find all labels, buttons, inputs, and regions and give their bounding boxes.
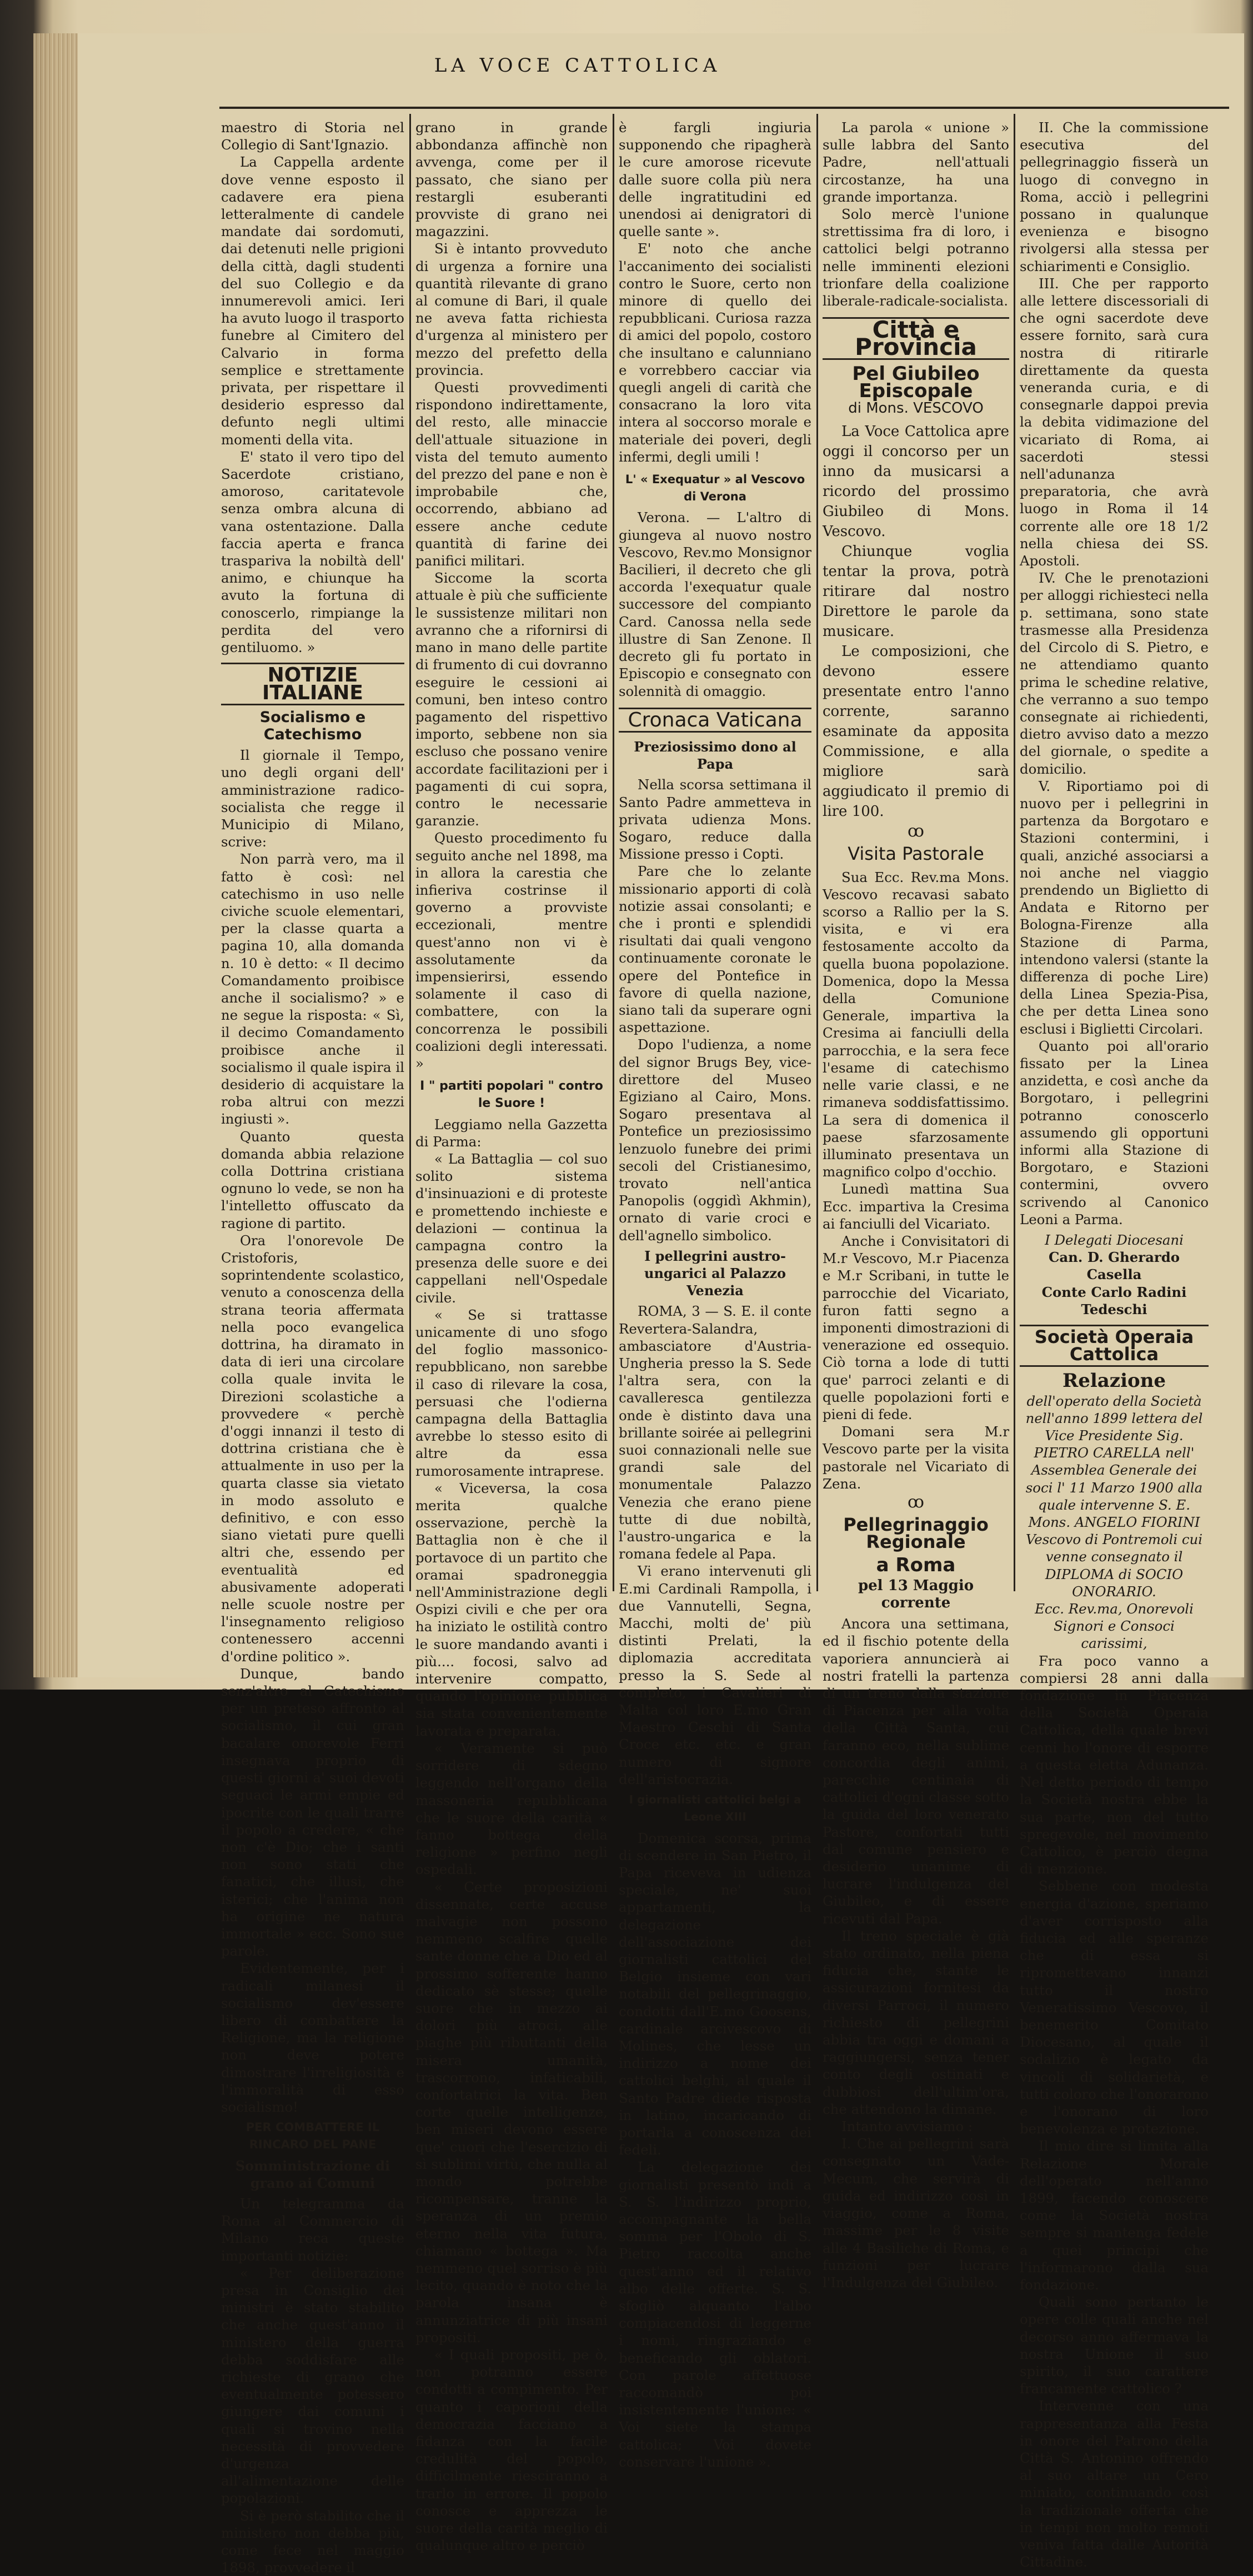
col5-paragraph: Sebbene con modesta energia d'azione, speriamo d'aver corrisposto alla fiducia ed alle speranze che di essa si ripromettevano innanzi tutto il nostro Veneratissimo Vescovo, il benemerito Comitato Diocesano, al quale il sodalizio è legato da vincoli di solidarietà, e tutti coloro che l'onorarono e l'onorano di loro benevolenza e protezione. [1020, 1878, 1209, 2137]
col4-paragraph: La parola « unione » sulle labbra del Santo Padre, nell'attuali circostanze, ha una grande importanza. [823, 119, 1009, 205]
signature-name: Conte Carlo Radini Tedeschi [1041, 1284, 1187, 1317]
col3-paragraph: ROMA, 3 — S. E. il conte Revertera-Salandra, ambasciatore d'Austria-Ungheria presso la S. Sede l'altra sera, con la cavalleresca gentilezza onde è distinto dava una brillante soirée ai pellegrini suoi connazionali nelle sue grandi sale del monumentale Palazzo Venezia che erano piene tutte di due nobiltà, l'austro-ungarica e la romana fedele al Papa. [619, 1303, 811, 1562]
col5-paragraph: Quali sono pertanto le opere colle quali anche nel decorso anno affermava la nostra Unione il suo spirito, il suo carattere francamente cattolico ? [1020, 2294, 1209, 2397]
section-title-citta-e-provincia: Città e Provincia [823, 317, 1009, 359]
signature-name: Can. D. Gherardo Casella [1048, 1249, 1180, 1283]
article-heading: Preziosissimo dono al Papa [634, 738, 796, 773]
col5-paragraph: V. Riportiamo poi di nuovo per i pellegrini in partenza da Borgotaro e Stazioni contermini, i quali, anziché associarsi a noi anche nel viaggio prendendo un Biglietto di Andata e Ritorno per Bologna-Firenze alla Stazione di Parma, intendono valersi (stante la differenza di poche Lire) della Linea Spezia-Pisa, che per detta Linea sono esclusi i Biglietti Circolari. [1020, 778, 1209, 1037]
col3-paragraph: Domenica scorsa, prima di scendere in San Pietro, il Papa riceveva in udienza speciale, ne' suoi appartamenti, la delegazione dell'associazione dei giornalisti cattolici del Belgio insieme con vari notabili del pellegrinaggio, condotti dall'E.mo Goosens, cardinale arcivescovo di Molines, che lesse un indirizzo a nome dei cattolici belghi, al quale il Santo Padre diede risposta in latino, incaricando di portarla a conoscenza dei fedeli. [619, 1830, 811, 2158]
col2-paragraph: « I quali propositi, pe ò, non potranno essere condotti a compimento. Per quanto i caporioni della democrazia facciano a fidanza con la facile credulità del popolo, difficilmente riesciranno a trarlo in errore. Il popolo conosce e apprezza le suore della carità meglio di qualunque altro e perciò [415, 2347, 608, 2554]
col3-paragraph: E' noto che anche l'accanimento dei socialisti contro le Suore, certo non minore di quello dei repubblicani. Curiosa razza di amici del popolo, costoro che insultano e calunniano e vorrebbero cacciar via quegli angeli di carità che consacrano la loro vita intera al soccorso morale e materiale dei poveri, degli infermi, degli umili ! [619, 240, 811, 465]
col4-paragraph: La Voce Cattolica apre oggi il concorso per un inno da musicarsi a ricordo del prossimo Giubileo di Mons. Vescovo. [823, 423, 1009, 540]
col4-paragraph: Ancora una settimana, ed il fischio potente della vaporiera annuncierà ai nostri fratelli la partenza di un treno dalla stazione di Piacenza per alla volta della Città Santa, cui faranno eco, nella sublime concordia degli animi, parecchie centinaia di cattolici d'ogni classe sotto la guida del loro venerato Pastore, confortati tutti dal comune pensiero e desiderio unanime di lucrare l'indulgenza del Giubileo, e di essere ricevuti dal Papa. [823, 1616, 1009, 1927]
column-rule-3 [816, 114, 818, 1591]
article-subheading: Somministrazione di grano ai Comuni [235, 2157, 390, 2191]
col4-paragraph: Il treno speciale è già stato ordinato, nella piena fiducia che, stante le assicurazioni fornitesi da diversi Parroci, il numero richiesto di pellegrini abbia tra oggi e domani a raggiungersi, senza tener conto degli ostinati e dubbiosi dell'ultim'ora, che attendono la dimane. [823, 1927, 1009, 2117]
col2-paragraph: « Viceversa, la cosa merita qualche osservazione, perchè la Battaglia non è che il portavoce di un partito che oramai spadroneggia nell'Amministrazione degli Ospizi civili e che per ora ha iniziato le ostilità contro le suore mandando avanti i più.... focosi, salvo ad intervenire compatto, quando l'opinione pubblica sia stata convenientemente lavorata e preparata. [415, 1480, 608, 1739]
running-head-title: LA VOCE CATTOLICA [434, 54, 721, 77]
section-title-notizie-italiane: NOTIZIE ITALIANE [221, 663, 404, 705]
col5-paragraph: Il mio dire si limita alla Relazione Morale dell'operato nell'anno 1899, facendo conoscere come la Società nostra sempre si mantenga fedele a quei principi che l'informarono dalla sua fondazione. [1020, 2138, 1209, 2293]
col4-paragraph: I. Che ai pellegrini sarà consegnato un Vade-Mecum, che servirà di guida ed indirizzo così in viaggio, come a Roma, massime per le 8 visite alle 4 Basiliche di Roma, e funzioni per lucrare l'Indulgenza del Giubileo. [823, 2136, 1009, 2291]
col1-paragraph: maestro di Storia nel Collegio di Sant'Ignazio. [221, 119, 404, 153]
col2-paragraph: Questi provvedimenti rispondono indirettamente, del resto, alle minaccie dell'attuale situazione in vista del temuto aumento del prezzo del pane e non è improbabile che, occorrendo, abbiano ad essere anche cedute quantità di farine dei panifici militari. [415, 379, 608, 569]
section-title-cronaca-vaticana: Cronaca Vaticana [619, 708, 811, 733]
column-rule-4 [1014, 114, 1015, 1591]
article-subheading: di Mons. VESCOVO [848, 400, 984, 417]
col4-paragraph: Domani sera M.r Vescovo parte per la visita pastorale nel Vicariato di Zena. [823, 1424, 1009, 1492]
col1-paragraph: La Cappella ardente dove venne esposto il cadavere era piena letteralmente di candele mandate dai sordomuti, dai detenuti nelle prigioni della città, dagli studenti del suo Collegio e da innumerevoli amici. Ieri ha avuto luogo il trasporto funebre al Cimitero del Calvario in forma semplice e strettamente privata, per rispettare il desiderio espresso dal defunto negli ultimi momenti della vita. [221, 154, 404, 448]
col5-paragraph: IV. Che le prenotazioni per alloggi richiesteci nella p. settimana, sono state trasmesse alla Presidenza del Circolo di S. Pietro, e ne attendiamo quanto prima le schedine relative, che verranno a suo tempo consegnate ai richiedenti, dietro avviso dato a mezzo del giornale, o spedite a domicilio. [1020, 570, 1209, 777]
ornament: ꝏ [908, 821, 924, 841]
article-heading: Relazione [1062, 1370, 1166, 1392]
col1-paragraph: Un telegramma da Roma al Commercio di Milano reca queste importanti notizie: [221, 2195, 404, 2264]
signature-line: I Delegati Diocesani [1045, 1232, 1184, 1248]
article-subheading: a Roma [876, 1553, 956, 1576]
col5-paragraph: III. Che per rapporto alle lettere discessoriali di che ogni sacerdote deve essere fornito, sarà cura nostra di ritirarle direttamente da questa veneranda curia, e di consegnarle dappoi previa la debita vidimazione del vicariato di Roma, ai sacerdoti stessi nell'adunanza preparatoria, che avrà luogo in Roma il 14 corrente alle ore 18 1/2 nella chiesa dei SS. Apostoli. [1020, 275, 1209, 569]
col5-paragraph: Quanto poi all'orario fissato per la Linea anzidetta, e così anche da Borgotaro, i pellegrini potranno conoscerlo assumendo gli opportuni informi alla Stazione di Borgotaro, e Stazioni contermini, ovvero scrivendo al Canonico Leoni a Parma. [1020, 1038, 1209, 1227]
col3-paragraph: Dopo l'udienza, a nome del signor Brugs Bey, vice-direttore del Museo Egiziano al Cairo, Mons. Sogaro presentava al Pontefice un preziosissimo lenzuolo funebre dei primi secoli del Cristianesimo, trovato nell'antica Panopolis (oggidì Akhmin), ornato di varie croci e dell'agnello simbolico. [619, 1036, 811, 1244]
col1-paragraph: Non parrà vero, ma il fatto è così: nel catechismo in uso nelle civiche scuole elementari, per la classe quarta a pagina 10, alla domanda n. 10 è detto: « Il decimo Comandamento proibisce anche il socialismo? » e ne segue la risposta: « Sì, il decimo Comandamento proibisce anche il socialismo il quale ispira il desiderio di acquistare la roba altrui con mezzi ingiusti ». [221, 851, 404, 1127]
col2-paragraph: Questo procedimento fu seguito anche nel 1898, ma in allora la carestia che infieriva costrinse il governo a provviste eccezionali, mentre quest'anno non vi è assolutamente da impensierirsi, essendo solamente il caso di combattere, con la concorrenza le possibili coalizioni degli interessati. » [415, 830, 608, 1071]
col1-paragraph: Ora l'onorevole De Cristoforis, soprintendente scolastico, venuto a conoscenza della strana teoria affermata nella poco evangelica dottrina, ha diramato in data di ieri una circolare colla quale invita le Direzioni scolastiche a provvedere « perchè d'oggi innanzi il testo di dottrina cristiana che è attualmente in uso per la quarta classe sia vietato in modo assoluto e definitivo, e con esso siano vietati pure quelli altri che, essendo per eventualità ed abusivamente adoperati nelle scuole nostre per l'insegnamento religioso contenessero accenni d'ordine politico ». [221, 1232, 404, 1665]
header-rule [219, 107, 1229, 109]
col4-paragraph: Lunedì mattina Sua Ecc. impartiva la Cresima ai fanciulli del Vicariato. [823, 1181, 1009, 1232]
column-2 [415, 119, 608, 2554]
article-heading: Visita Pastorale [848, 843, 984, 865]
article-heading: Pel Giubileo Episcopale [852, 362, 980, 402]
col2-paragraph: Leggiamo nella Gazzetta di Parma: [415, 1116, 608, 1150]
col1-paragraph: E' stato il vero tipo del Sacerdote cristiano, amoroso, caritatevole senza ombra alcuna di vana ostentazione. Dalla faccia aperta e franca traspariva la nobiltà dell' animo, e chiunque ha avuto la fortuna di conoscerlo, rimpiange la perdita del vero gentiluomo. » [221, 448, 404, 656]
col3-paragraph: è fargli ingiuria supponendo che ripagherà le cure amorose ricevute dalle suore colla più nera delle ingratitudini ed unendosi ai denigratori di quelle sante ». [619, 119, 811, 240]
report-intro: dell'operato della Società nell'anno 1899 lettera del Vice Presidente Sig. PIETRO CARELLA nell' Assemblea Generale dei soci l' 11 Marzo 1900 alla quale intervenne S. E. Mons. ANGELO FIORINI Vescovo di Pontremoli cui venne consegnato il DIPLOMA di SOCIO ONORARIO. [1025, 1392, 1203, 1600]
col3-paragraph: Verona. — L'altro di giungeva al nuovo nostro Vescovo, Rev.mo Monsignor Bacilieri, il decreto che gli accorda l'exequatur quale successore del compianto Card. Canossa nella sede illustre di San Zenone. Il decreto gli fu portato in Episcopio e consegnato con solennità di omaggio. [619, 509, 811, 699]
col2-paragraph: Siccome la scorta attuale è più che sufficiente le sussistenze militari non avranno che a rifornirsi di mano in mano delle partite di frumento di cui dovranno eseguire le cessioni ai comuni, ben inteso contro pagamento del rispettivo importo, sebbene non sia escluso che possano venire accordate facilitazioni per i pagamenti di cui sopra, contro le necessarie garanzie. [415, 570, 608, 829]
column-rule-2 [613, 114, 614, 1591]
col2-paragraph: « Veramente si può sorridere di sdegno leggendo nell'organo della massoneria repubblicana che le suore della carità « fanno bottega della religione » perfino negli ospedali. [415, 1740, 608, 1878]
col2-paragraph: « Se si trattasse unicamente di uno sfogo del foglio massonico-repubblicano, non sarebbe il caso di rilevare la cosa, persuasi che l'odierna campagna della Battaglia avrebbe lo stesso esito di altre da essa rumorosamente intraprese. [415, 1306, 608, 1479]
section-title-societa-operaia: Società Operaia Cattolica [1020, 1325, 1209, 1367]
col1-paragraph: « Per deliberazione presa in Consiglio dei ministri è stato stabilito che anche quest'anno il ministero della guerra debba soddisfare alle richieste di grano che eventualmente potessero giungere dai comuni i quali si trovino nella necessità di provvedere d'urgenza all'alimentazione delle popolazioni. [221, 2264, 404, 2507]
column-5 [1020, 119, 1209, 2570]
article-heading: Socialismo e Catechismo [259, 708, 366, 743]
col5-paragraph: Fra poco vanno a compiersi 28 anni dalla fondazione in Piacenza della Società Operaia Cattolica, della quale brevi cenni ho l'onore di esporre a questa eletta Adunanza. Nel detto periodo di tempo la Società nostra ebbe la sua parte, non del tutto spregevole, nel movimento Cattolico, è perciò degna di menzione. [1020, 1652, 1209, 1877]
col5-paragraph: II. Che la commissione esecutiva del pellegrinaggio fisserà un luogo di convegno in Roma, acciò i pellegrini possano in qualunque evenienza e bisogno rivolgersi alla stessa per schiarimenti e Consiglio. [1020, 119, 1209, 274]
col2-paragraph: Si è intanto provveduto di urgenza a fornire una quantità rilevante di grano al comune di Bari, il quale ne aveva fatta richiesta d'urgenza al ministero per mezzo del prefetto della provincia. [415, 240, 608, 378]
col2-paragraph: grano in grande abbondanza affinchè non avvenga, come per il passato, che siano per restargli esuberanti provviste di grano nei magazzini. [415, 119, 608, 240]
article-subheading: pel 13 Maggio corrente [858, 1577, 974, 1611]
column-1 [221, 119, 404, 2576]
col1-paragraph: Quanto questa domanda abbia relazione colla Dottrina cristiana ognuno lo vede, se non ha l'intelletto offuscato da ragione di partito. [221, 1128, 404, 1231]
col3-paragraph: Pare che lo zelante missionario apporti di colà notizie assai consolanti; e che i pronti e splendidi risultati dai quali vengono continuamente coronate le opere del Pontefice in favore di quella nazione, siano tali da superare ogni aspettazione. [619, 863, 811, 1036]
col4-paragraph: Chiunque voglia tentar la prova, potrà ritirare dal nostro Direttore le parole da musicare. [823, 543, 1009, 640]
col2-paragraph: « La Battaglia — col suo solito sistema d'insinuazioni e di proteste e promettendo inchieste e delazioni — continua la campagna contro la presenza delle suore e dei cappellani nell'Ospedale civile. [415, 1150, 608, 1306]
col1-paragraph: Il giornale il Tempo, uno degli organi dell' amministrazione radico-socialista che regge il Municipio di Milano, scrive: [221, 747, 404, 850]
column-rule-1 [409, 114, 411, 1591]
col1-paragraph: Dunque, bando senz'altro al Catechismo per un preteso affronto al socialismo, il cui gran bacalare onorevole Ferri insegnava proprio di questi giorni a' suoi devoti seguaci le armi empie ed ipocrite con le quali trarre il popolo a credere, « che non c'è Dio; che i santi non sono stati che fanatici, che illusi, che isterici; che l'anima non ha origine ne natura immortale » ecc. Sono sue parole. [221, 1665, 404, 1959]
col2-paragraph: « Certe proposizioni dissennate, certe accuse malvagie non possono nemmeno scalfire quelle sante donne che a Dio ed al prossimo sofferente hanno dedicato sè stesse; quelle suore che in mezzo ai dolori più atroci, alle piaghe più ributtanti della misera umanità, trascorrono, infaticabili, confortatrici la vita. Ben corte quelle intelligenze, ben miseri devono essere que' cuori che l'esercizio di sì sublimi virtù, che nulla al mondo potrebbe ricompensare, tranne la speranza di un premio eterno nella vita futura, chiamano « bottega ». Ma nemmeno quel sorriso è più lecito, quando è noto che la parola insana è annunziatrice di più insani propositi. [415, 1878, 608, 2346]
article-heading: Pellegrinaggio Regionale [843, 1514, 989, 1553]
report-greeting: Ecc. Rev.ma, Onorevoli Signori e Consoci carissimi, [1035, 1601, 1194, 1652]
col5-paragraph: Intervenne con una rappresentanza alla Festa in onore del Patrono della Città S. Antonino offrendo al suo altare un Cero miniato, continuando così la tradizionale offerta che in tempi non molto remoti veniva fatta dalle Autorità Cittadine. [1020, 2398, 1209, 2570]
column-3 [619, 119, 811, 2470]
col1-paragraph: Si è però stabilito che il ministero non debba più, come fece nel maggio 1898, provvedere il [221, 2507, 404, 2576]
col4-paragraph: Sua Ecc. Rev.ma Mons. Vescovo recavasi sabato scorso a Rallio per la S. visita, e vi era festosamente accolto da quella buona popolazione. Domenica, dopo la Messa della Comunione Generale, impartiva la Cresima ai fanciulli della parrocchia, e la sera fece l'esame di catechismo nelle varie classi, e ne rimaneva soddisfattissimo. La sera di domenica il paese sfarzosamente illuminato presentava un magnifico colpo d'occhio. [823, 869, 1009, 1180]
col1-paragraph: Evidentemente, per i radicali milanesi il socialismo dev'essere libero di combattere la Religione, ma la religione non deve potere dimostrare l'irreligiosità e l'immoralità di esso socialismo! [221, 1960, 404, 2115]
col4-paragraph: Anche i Convisitatori di M.r Vescovo, M.r Piacenza e M.r Scribani, in tutte le parrocchie del Vicariato, furon fatti segno a imponenti dimostrazioni di venerazione ed ossequio. Ciò torna a lode di tutti que' parroci zelanti e di quelle popolazioni forti e pieni di fede. [823, 1232, 1009, 1422]
bound-volume-spine [33, 33, 78, 1677]
col4-paragraph: Intanto avvisiamo : [841, 2118, 973, 2135]
column-4 [823, 119, 1009, 2291]
col4-paragraph: Le composizioni, che devono essere presentate entro l'anno corrente, saranno esaminate da apposita Commissione, e alla migliore sarà aggiudicato il premio di lire 100. [823, 643, 1009, 820]
col4-paragraph: Solo mercè l'unione strettissima fra di loro, i cattolici belgi potranno nelle imminenti elezioni trionfare della coalizione liberale-radicale-socialista. [823, 206, 1009, 309]
ornament: ꝏ [908, 1492, 924, 1512]
article-heading: PER COMBATTERE IL RINCARO DEL PANE [245, 2121, 380, 2152]
article-heading: L' « Exequatur » al Vescovo di Verona [625, 473, 805, 504]
article-heading: I pellegrini austro-ungarici al Palazzo Venezia [644, 1247, 786, 1299]
article-heading: I giornalisti cattolici belgi a Leone XIII [629, 1793, 801, 1824]
col3-paragraph: Nella scorsa settimana il Santo Padre ammetteva in privata udienza Mons. Sogaro, reduce dalla Missione presso i Copti. [619, 776, 811, 863]
col3-paragraph: La delegazione dei giornalisti presentò indi a S. S. l'indirizzo proprio, accompagnante la bella somma per l'Obolo di S. Pietro raccolta anche quest'anno ed il relativo albo delle offerte. S. S. sfogliò alquanto l'albo compiacendosi di leggerne i nomi, ringraziando e beneficando gli oblatori. Con parole affettuose raccomandò poi insistentemente l'unione: « Voi siete la stampa cattolica; Voi dovete conservare l'unione ». [619, 2159, 811, 2470]
col3-paragraph: Vi erano intervenuti gli E.mi Cardinali Rampolla, i due Vannutelli, Segna, Macchi, molti de' più distinti Prelati, la diplomazia accreditata presso la S. Sede al completo, i Cavalieri di Malta col loro E.mo Gran Maestro Ceschi di Santa Croce etc. etc. e gran numero di signore dell'aristocrazia. [619, 1563, 811, 1787]
article-heading: I " partiti popolari " contro le Suore ! [420, 1079, 603, 1111]
